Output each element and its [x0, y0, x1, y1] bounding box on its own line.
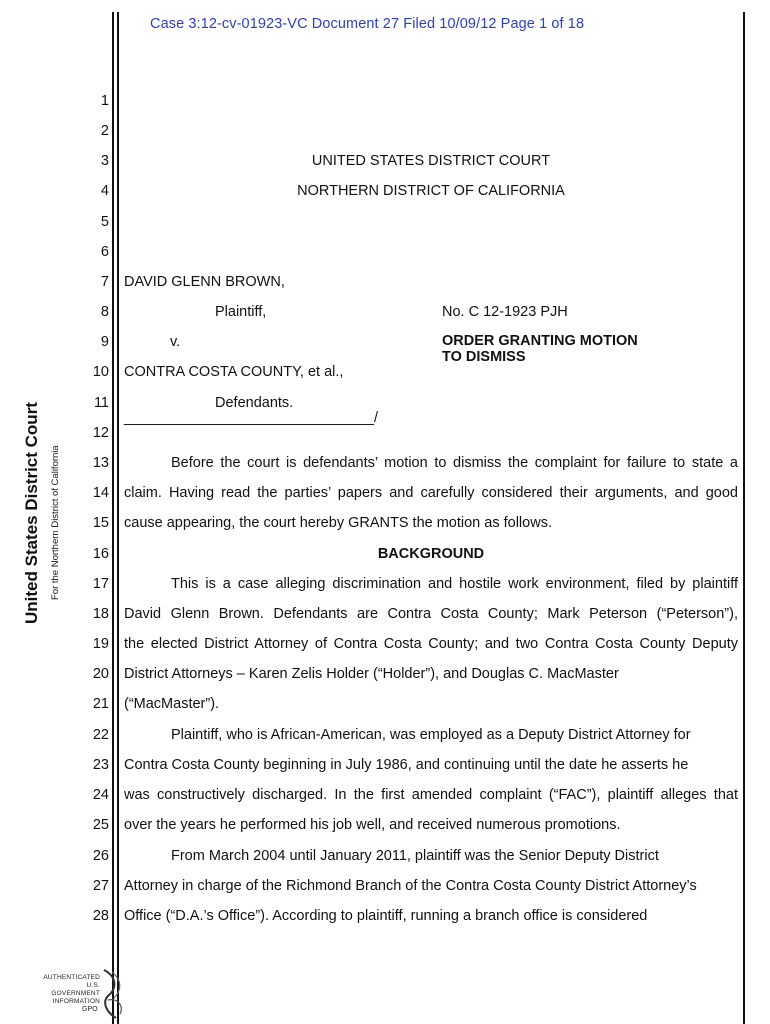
body-line: Before the court is defendants’ motion to dismiss the complaint for failure to state a: [171, 455, 738, 471]
body-line: Plaintiff, who is African-American, was employed as a Deputy District Attorney for: [171, 727, 691, 743]
gpo-authentication-seal: [42, 968, 132, 1020]
line-number: 20: [92, 666, 109, 682]
body-line: over the years he performed his job well, and received numerous promotions.: [124, 817, 621, 833]
line-number: 14: [92, 485, 109, 501]
line-number: 11: [93, 395, 109, 411]
body-line: Contra Costa County beginning in July 1986, and continuing until the date he asserts he: [124, 757, 689, 773]
line-number: 22: [92, 727, 109, 743]
seal-gpo: GPO: [82, 1006, 98, 1013]
line-number: 18: [92, 606, 109, 622]
body-line: was constructively discharged. In the first amended complaint (“FAC”), plaintiff alleges that: [124, 787, 738, 803]
line-number: 13: [92, 455, 109, 471]
seal-line1: AUTHENTICATED: [43, 974, 100, 981]
line-number: 24: [92, 787, 109, 803]
court-name-line1: UNITED STATES DISTRICT COURT: [311, 153, 551, 169]
body-line: Attorney in charge of the Richmond Branch of the Contra Costa County District Attorney’s: [124, 878, 697, 894]
line-number: 10: [92, 364, 109, 380]
plaintiff-name: DAVID GLENN BROWN,: [124, 274, 285, 290]
seal-text: [42, 974, 100, 1006]
order-title-line1: ORDER GRANTING MOTION: [442, 333, 638, 349]
right-margin-rule: [743, 12, 745, 1024]
defendant-label: Defendants.: [215, 395, 294, 411]
seal-line2: U.S. GOVERNMENT: [51, 982, 100, 997]
section-heading-background: BACKGROUND: [377, 546, 485, 562]
sidebar-court-name: United States District Court: [22, 402, 41, 624]
line-number: 6: [100, 244, 109, 260]
line-number: 25: [92, 817, 109, 833]
body-line: Office (“D.A.’s Office”). According to plaintiff, running a branch office is considered: [124, 908, 648, 924]
sidebar-rotated: [22, 402, 42, 624]
line-number: 8: [100, 304, 109, 320]
defendant-name: CONTRA COSTA COUNTY, et al.,: [124, 364, 344, 380]
line-number: 7: [100, 274, 109, 290]
line-number: 27: [92, 878, 109, 894]
sidebar-district: For the Northern District of California: [50, 445, 61, 600]
court-name-line2: NORTHERN DISTRICT OF CALIFORNIA: [297, 183, 565, 199]
seal-emblem-icon: [98, 968, 130, 1020]
line-number: 4: [100, 183, 109, 199]
versus: v.: [170, 334, 181, 350]
line-number: 17: [92, 576, 109, 592]
line-number: 9: [100, 334, 109, 350]
line-number: 23: [92, 757, 109, 773]
plaintiff-label: Plaintiff,: [215, 304, 267, 320]
line-number: 28: [92, 908, 109, 924]
line-number: 19: [92, 636, 109, 652]
line-number: 5: [100, 214, 109, 230]
case-header: Case 3:12-cv-01923-VC Document 27 Filed 10/09/12 Page 1 of 18: [150, 16, 585, 32]
line-number: 3: [100, 153, 109, 169]
body-line: This is a case alleging discrimination and hostile work environment, filed by plaintiff: [171, 576, 738, 592]
line-number: 26: [92, 848, 109, 864]
left-margin-rule-outer: [112, 12, 114, 1024]
sidebar-rotated-sub: [50, 445, 61, 600]
line-number: 21: [92, 696, 109, 712]
body-line: (“MacMaster”).: [124, 696, 220, 712]
line-number: 15: [92, 515, 109, 531]
line-number: 12: [92, 425, 109, 441]
body-line: claim. Having read the parties’ papers and carefully considered their arguments, and good: [124, 485, 738, 501]
case-number: No. C 12-1923 PJH: [442, 304, 568, 320]
caption-separator: _______________________________/: [124, 410, 379, 426]
line-number: 2: [100, 123, 109, 139]
line-number: 1: [100, 93, 109, 109]
seal-line3: INFORMATION: [52, 998, 100, 1005]
order-title-line2: TO DISMISS: [442, 349, 526, 365]
body-line: From March 2004 until January 2011, plaintiff was the Senior Deputy District: [171, 848, 659, 864]
body-line: the elected District Attorney of Contra Costa County; and two Contra Costa County Deputy: [124, 636, 738, 652]
body-line: David Glenn Brown. Defendants are Contra Costa County; Mark Peterson (“Peterson”),: [124, 606, 738, 622]
line-number: 16: [92, 546, 109, 562]
left-margin-rule-inner: [117, 12, 119, 1024]
body-line: cause appearing, the court hereby GRANTS the motion as follows.: [124, 515, 552, 531]
body-line: District Attorneys – Karen Zelis Holder (“Holder”), and Douglas C. MacMaster: [124, 666, 619, 682]
